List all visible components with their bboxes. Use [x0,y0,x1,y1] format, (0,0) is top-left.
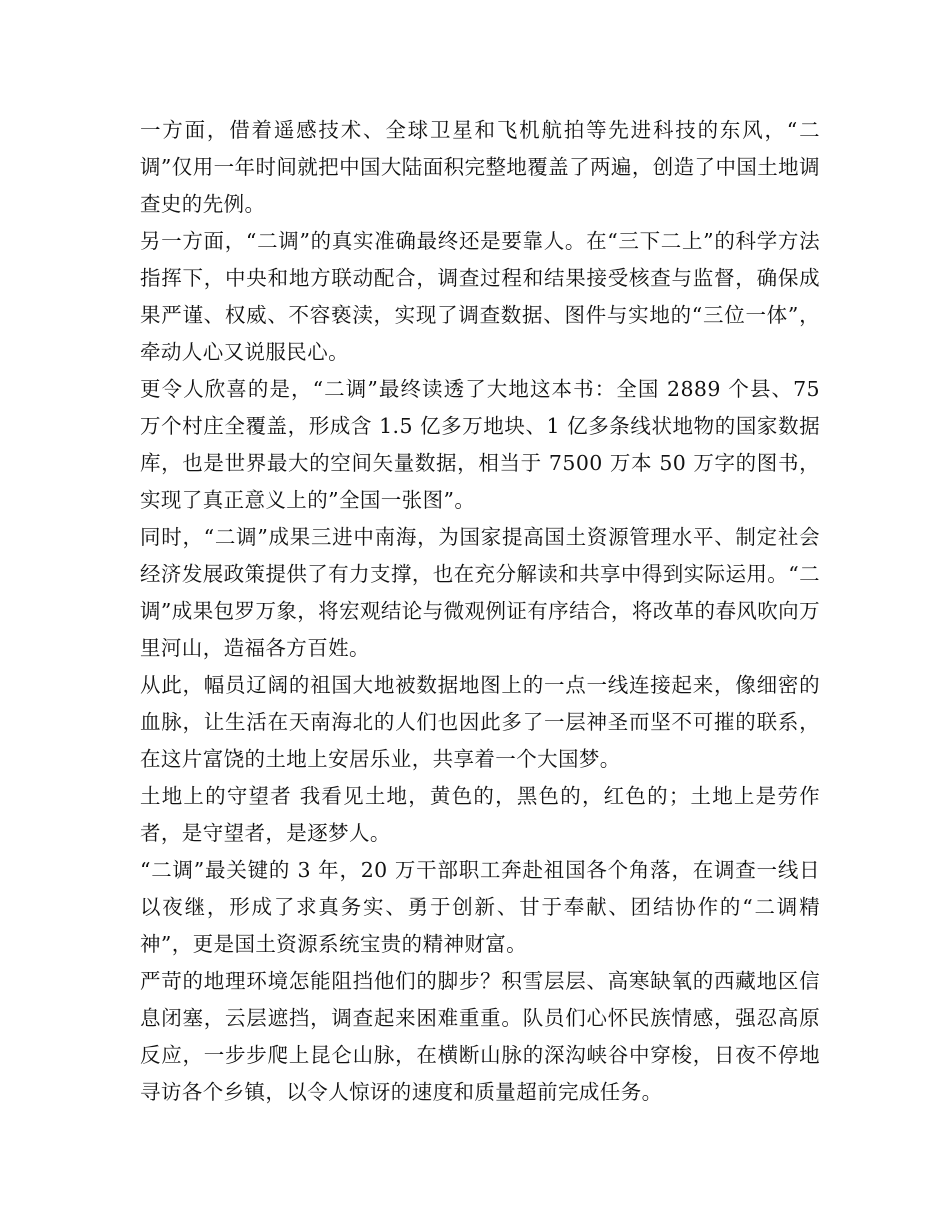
paragraph-national-database: 更令人欣喜的是，“二调”最终读透了大地这本书：全国 2889 个县、75 万个村庄全覆盖，形成含 1.5 亿多万地块、1 亿多条线状地物的国家数据库，也是世界最大的空间矢量数据，相当于 7500 万本 50 万字的图书，实现了真正意义上的”全国一张图”。 [140,377,820,512]
paragraph-connected-land: 从此，幅员辽阔的祖国大地被数据地图上的一点一线连接起来，像细密的血脉，让生活在天南海北的人们也因此多了一层神圣而坚不可摧的联系，在这片富饶的土地上安居乐业，共享着一个大国梦。 [140,673,820,771]
paragraph-tibet-challenge: 严苛的地理环境怎能阻挡他们的脚步？积雪层层、高寒缺氧的西藏地区信息闭塞，云层遮挡，调查起来困难重重。队员们心怀民族情感，强忍高原反应，一步步爬上昆仑山脉，在横断山脉的深沟峡谷中穿梭，日夜不停地寻访各个乡镇，以令人惊讶的速度和质量超前完成任务。 [140,969,820,1104]
document-body [140,112,820,1111]
paragraph-people-accuracy: 另一方面，“二调”的真实准确最终还是要靠人。在“三下二上”的科学方法指挥下，中央和地方联动配合，调查过程和结果接受核查与监督，确保成果严谨、权威、不容亵渎，实现了调查数据、图件与实地的“三位一体”，牵动人心又说服民心。 [140,229,820,364]
paragraph-results-applied: 同时，“二调”成果三进中南海，为国家提高国土资源管理水平、制定社会经济发展政策提供了有力支撑，也在充分解读和共享中得到实际运用。“二调”成果包罗万象，将宏观结论与微观例证有序结合，将改革的春风吹向万里河山，造福各方百姓。 [140,525,820,660]
paragraph-land-watchers: 土地上的守望者 我看见土地，黄色的，黑色的，红色的；土地上是劳作者，是守望者，是逐梦人。 [140,784,820,845]
paragraph-survey-spirit: “二调”最关键的 3 年，20 万干部职工奔赴祖国各个角落，在调查一线日以夜继，形成了求真务实、勇于创新、甘于奉献、团结协作的“二调精神”，更是国土资源系统宝贵的精神财富。 [140,858,820,956]
paragraph-satellite-survey: 一方面，借着遥感技术、全球卫星和飞机航拍等先进科技的东风，“二调”仅用一年时间就把中国大陆面积完整地覆盖了两遍，创造了中国土地调查史的先例。 [140,118,820,216]
